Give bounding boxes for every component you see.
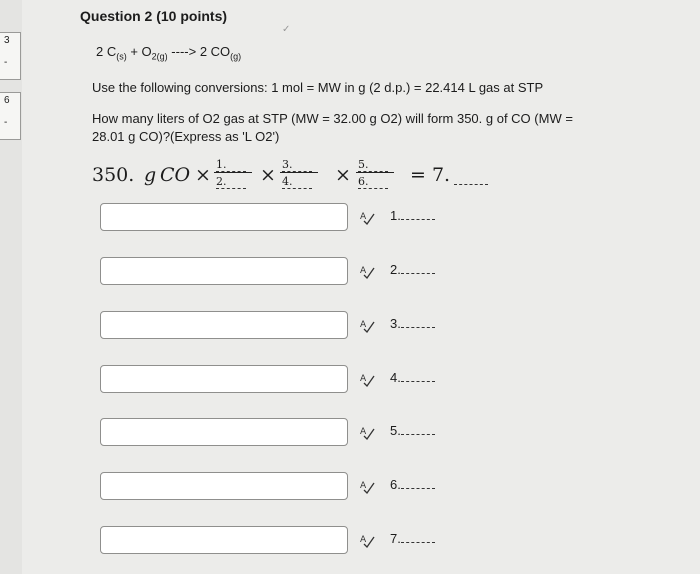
answer-label-4-blank — [401, 381, 435, 382]
answer-label-3-text: 3. — [390, 316, 401, 331]
answer-label-5-text: 5. — [390, 423, 401, 438]
answer-label-2-blank — [401, 273, 435, 274]
eq-sub-s: (s) — [116, 51, 127, 62]
svg-text:A: A — [360, 535, 367, 545]
fraction-1-bar — [214, 172, 252, 173]
answer-label-6 — [390, 477, 435, 492]
side-tab-1-mark: - — [4, 57, 8, 68]
answer-input-3[interactable] — [100, 311, 348, 339]
answer-label-1-blank — [401, 219, 435, 220]
answer-row-2 — [100, 257, 660, 289]
svg-text:A: A — [360, 427, 367, 437]
fraction-1-numerator: 1. — [216, 158, 246, 172]
side-tab-2-number: 6 — [4, 95, 10, 106]
fraction-3-denominator: 6. — [358, 175, 388, 189]
answer-label-1-text: 1. — [390, 208, 401, 223]
answer-label-5 — [390, 423, 435, 438]
spellcheck-icon[interactable] — [359, 263, 375, 279]
fraction-3-numerator: 5. — [358, 158, 388, 172]
answer-label-2-text: 2. — [390, 262, 401, 277]
expr-times-2: × — [260, 164, 276, 186]
question-prompt-line1: How many liters of O2 gas at STP (MW = 32.00 g O2) will form 350. g of CO (MW = — [92, 111, 573, 126]
fraction-3 — [354, 158, 396, 190]
spellcheck-icon[interactable] — [359, 478, 375, 494]
answer-label-6-blank — [401, 488, 435, 489]
fraction-3-bar — [356, 172, 394, 173]
expr-start-value: 350. — [92, 164, 135, 186]
answer-label-7-text: 7. — [390, 531, 401, 546]
question-prompt-line2: 28.01 g CO)?(Express as 'L O2') — [92, 129, 280, 144]
expr-unit-co: CO — [160, 164, 191, 186]
answer-label-3-blank — [401, 327, 435, 328]
answer-input-4[interactable] — [100, 365, 348, 393]
side-tab-2[interactable] — [0, 92, 21, 140]
answer-row-1 — [100, 203, 660, 235]
expr-times-3: × — [335, 164, 351, 186]
eq-product-co: 2 CO — [199, 44, 231, 59]
fraction-2-numerator: 3. — [282, 158, 312, 172]
answer-label-7 — [390, 531, 435, 546]
answer-input-6[interactable] — [100, 472, 348, 500]
answer-input-5[interactable] — [100, 418, 348, 446]
reaction-equation — [96, 44, 241, 62]
svg-text:A: A — [360, 481, 367, 491]
eq-reactant-o2: + O — [126, 44, 152, 59]
spellcheck-icon[interactable] — [359, 532, 375, 548]
eq-sub-g: (g) — [230, 51, 242, 62]
answer-label-5-blank — [401, 434, 435, 435]
answer-row-5 — [100, 418, 660, 450]
answer-row-7 — [100, 526, 660, 558]
side-tab-2-mark: - — [4, 117, 8, 128]
side-tab-1[interactable] — [0, 32, 21, 80]
spellcheck-icon[interactable] — [359, 209, 375, 225]
answer-row-6 — [100, 472, 660, 504]
fraction-2-denominator: 4. — [282, 175, 312, 189]
fraction-1-denominator: 2. — [216, 175, 246, 189]
answer-input-7[interactable] — [100, 526, 348, 554]
side-tab-1-number: 3 — [4, 35, 10, 46]
answer-label-7-blank — [401, 542, 435, 543]
answer-label-3 — [390, 316, 435, 331]
left-panel-strip — [0, 0, 22, 574]
svg-text:A: A — [360, 212, 367, 222]
dimensional-analysis-expression — [92, 158, 512, 194]
answer-row-4 — [100, 365, 660, 397]
answer-label-6-text: 6. — [390, 477, 401, 492]
conversion-text: Use the following conversions: 1 mol = MW in g (2 d.p.) = 22.414 L gas at STP — [92, 80, 544, 95]
answer-input-2[interactable] — [100, 257, 348, 285]
answer-label-4 — [390, 370, 435, 385]
answer-label-2 — [390, 262, 435, 277]
spellcheck-icon[interactable] — [359, 424, 375, 440]
expr-unit-g: g — [144, 164, 157, 186]
answer-row-3 — [100, 311, 660, 343]
expr-result-blank — [454, 166, 488, 185]
svg-text:A: A — [360, 320, 367, 330]
spellcheck-icon[interactable] — [359, 371, 375, 387]
fraction-1 — [212, 158, 254, 190]
eq-reactant-c: 2 C — [96, 44, 117, 59]
expr-equals: = 7. — [410, 164, 451, 186]
fraction-2-bar — [280, 172, 318, 173]
spellcheck-icon[interactable] — [359, 317, 375, 333]
question-title: Question 2 (10 points) — [80, 8, 228, 24]
svg-text:A: A — [360, 374, 367, 384]
eq-arrow: ----> — [167, 44, 200, 59]
svg-text:A: A — [360, 266, 367, 276]
expr-times-1: × — [195, 164, 211, 186]
answer-label-4-text: 4. — [390, 370, 401, 385]
answer-input-1[interactable] — [100, 203, 348, 231]
fraction-2 — [278, 158, 320, 190]
eq-sub-2g: 2(g) — [151, 51, 168, 62]
stray-mark: ✓ — [282, 24, 291, 35]
answer-label-1 — [390, 208, 435, 223]
